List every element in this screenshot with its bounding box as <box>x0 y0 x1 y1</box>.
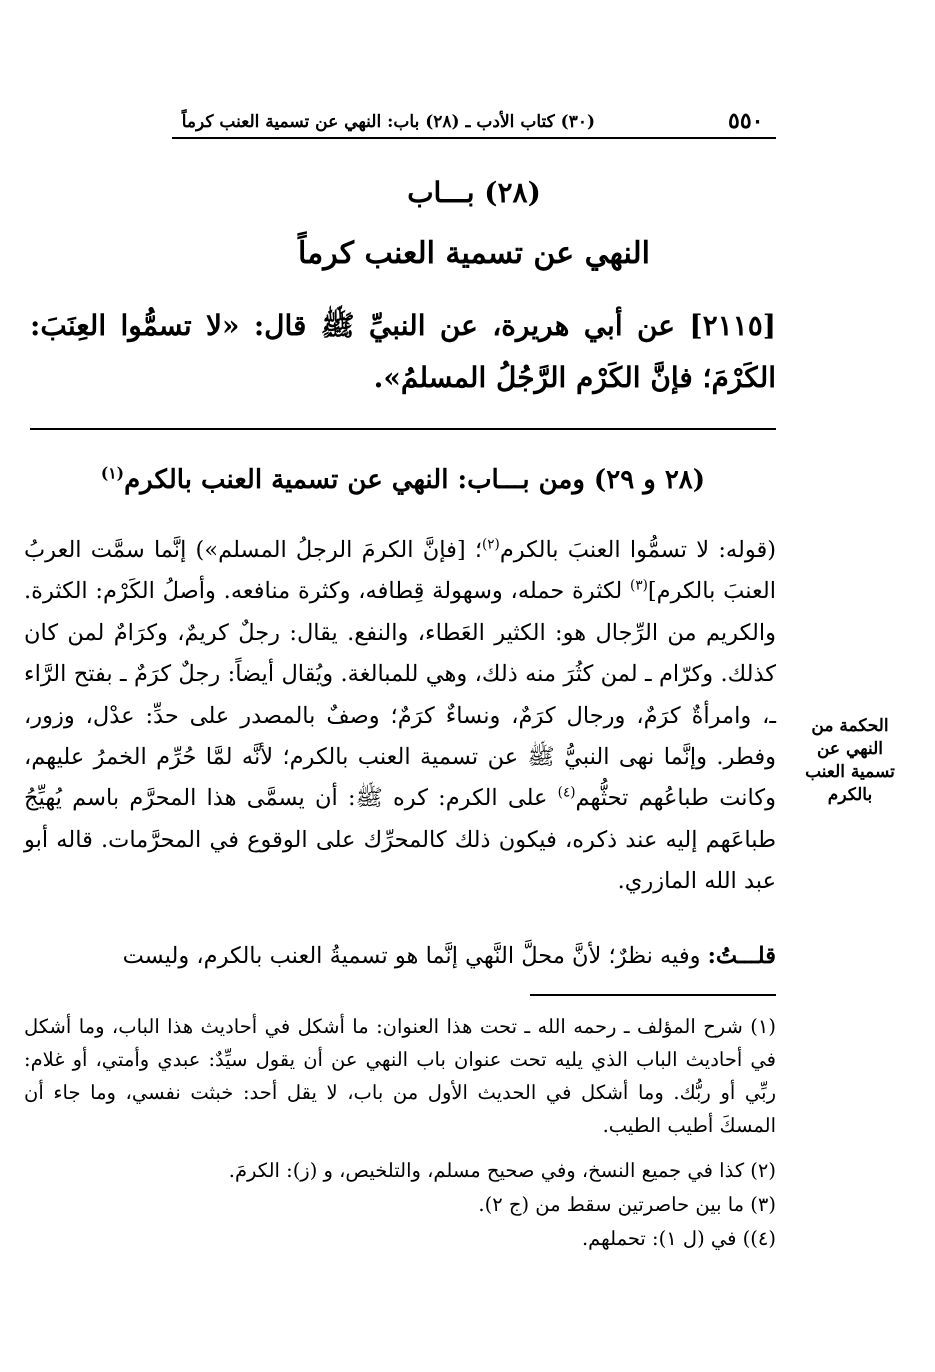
footnote-ref-3: (٣) <box>630 577 648 594</box>
commentary-heading-text: (٢٨ و ٢٩) ومن بـــاب: النهي عن تسمية العنب بالكرم <box>124 465 706 495</box>
commentary-paragraph <box>24 530 776 903</box>
chapter-title: النهي عن تسمية العنب كرماً <box>298 236 650 271</box>
footnote-ref-2: (٢) <box>482 536 500 553</box>
running-header: (٣٠) كتاب الأدب ـ (٢٨) باب: النهي عن تسمية العنب كرماً <box>181 112 595 132</box>
footnote-1: (١) شرح المؤلف ـ رحمه الله ـ تحت هذا العنوان: ما أشكل في أحاديث هذا الباب، وما أشكل في أحاديث الباب الذي يليه تحت عنوان باب النهي عن أن يقول سيِّدٌ: عبدي وأمتي، أو غلام: ربِّي أو ربُّك. وما أشكل في الحديث الأول من باب، لا يقل أحد: خبثت نفسي، وما جاء أن المسكَ أطيب الطيب. <box>24 1015 776 1137</box>
footnote-ref-1: (١) <box>100 463 125 483</box>
hadith-text: [٢١١٥] عن أبي هريرة، عن النبيِّ ﷺ قال: «لا تسمُّوا العِنَبَ: الكَرْمَ؛ فإنَّ الكَرْم الرَّجُلُ المسلمُ». <box>30 309 776 394</box>
header-divider <box>172 137 776 139</box>
paragraph-segment: لكثرة حمله، وسهولة قِطافه، وكثرة منافعه. وأصلُ الكَرْم: الكثرة. والكريم من الرِّجال هو: الكثير العَطاء، والنفع. يقال: رجلٌ كريمٌ، وكرَامٌ لمن كان كذلك. وكرّام ـ لمن كثُرَ منه ذلك، وهي للمبالغة. ويُقال أيضاً: رجلٌ كرَمٌ ـ بفتح الرَّاء ـ، وامرأةٌ كرَمٌ، ورجال كرَمٌ، ونساءٌ كرَمٌ؛ وصفٌ بالمصدر على حدِّ: عدْل، وزور، وفطر. وإنَّما نهى النبيُّ ﷺ عن تسمية العنب بالكرم؛ لأنَّه لمَّا حُرِّم الخمرُ عليهم، وكانت طباعُهم تحثُّهم <box>24 578 776 812</box>
qult-text: وفيه نظرٌ؛ لأنَّ محلَّ النَّهي إنَّما هو تسميةُ العنب بالكرم، وليست <box>122 943 708 969</box>
qult-label: قلـــتُ: <box>707 943 776 969</box>
footnote-ref-4: (٤) <box>557 784 576 801</box>
paragraph-segment: على الكرم: كره ﷺ: أن يسمَّى هذا المحرَّم باسم يُهيِّجُ طباعَهم إليه عند ذكره، فيكون ذلك كالمحرِّك على الوقوع في المحرَّمات. قاله أبو عبد الله المازري. <box>24 785 776 895</box>
margin-note: الحكمة من النهي عن تسمية العنب بالكرم <box>805 716 895 805</box>
footnote-4: (٤)) في (ل ١): تحملهم. <box>581 1227 776 1250</box>
chapter-number: (٢٨) بـــاب <box>407 176 541 209</box>
paragraph-segment: (قوله: لا تسمُّوا العنبَ بالكرم <box>499 537 776 563</box>
page-number: ٥٥٠ <box>728 108 764 134</box>
footnote-3: (٣) ما بين حاصرتين سقط من (ج ٢). <box>478 1193 776 1216</box>
qult-paragraph <box>24 937 776 975</box>
commentary-heading <box>30 465 776 495</box>
footnote-divider <box>530 994 776 996</box>
paragraph-segment: ؛ [فإنَّ الكرمَ الرجلُ المسلم») إنَّما سمَّت العربُ العنبَ بالكرم] <box>24 537 776 605</box>
section-divider <box>30 428 776 430</box>
footnote-2: (٢) كذا في جميع النسخ، وفي صحيح مسلم، والتلخيص، و (ز): الكرمَ. <box>228 1159 776 1182</box>
